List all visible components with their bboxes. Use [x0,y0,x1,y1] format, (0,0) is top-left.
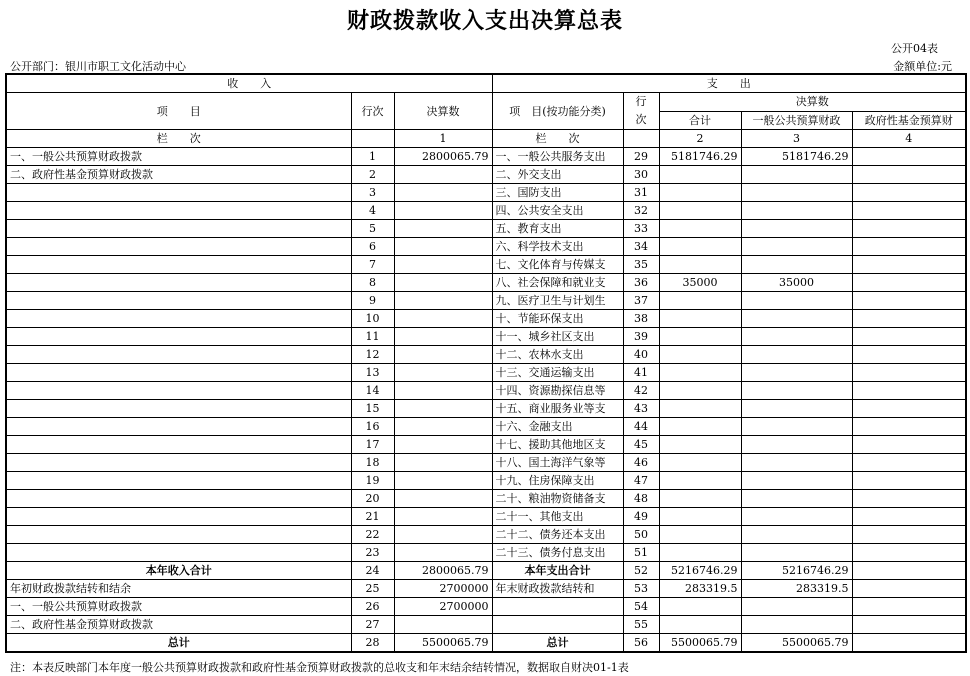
expense-item [492,598,623,616]
income-amount [394,184,492,202]
expense-fund [852,220,966,238]
expense-line-no: 33 [623,220,659,238]
income-line-no: 26 [351,598,394,616]
income-item: 一、一般公共预算财政拨款 [6,598,351,616]
expense-fund [852,166,966,184]
expense-general [741,508,852,526]
expense-item: 二十一、其他支出 [492,508,623,526]
income-line-no: 6 [351,238,394,256]
expense-item: 十九、住房保障支出 [492,472,623,490]
expense-line-no: 46 [623,454,659,472]
expense-item: 十八、国土海洋气象等 [492,454,623,472]
expense-fund [852,202,966,220]
table-row [6,364,966,382]
amount-header: 决算数 [394,93,492,130]
table-row [6,472,966,490]
table-row [6,346,966,364]
table-row [6,238,966,256]
expense-fund [852,526,966,544]
income-item [6,526,351,544]
expense-general [741,418,852,436]
table-row [6,292,966,310]
general-header: 一般公共预算财政 [741,111,852,130]
table-row [6,544,966,562]
expense-general [741,364,852,382]
income-item [6,328,351,346]
col-label-2: 栏 次 [492,130,623,148]
expense-general: 283319.5 [741,580,852,598]
expense-item: 五、教育支出 [492,220,623,238]
income-line-no: 3 [351,184,394,202]
income-item [6,544,351,562]
income-amount [394,256,492,274]
page-title: 财政拨款收入支出决算总表 [346,8,623,34]
expense-total: 35000 [659,274,741,292]
form-number: 公开04表 [891,42,938,55]
expense-general [741,454,852,472]
table-row [6,616,966,634]
income-amount [394,202,492,220]
table-row [6,526,966,544]
income-item [6,202,351,220]
income-line-no: 19 [351,472,394,490]
income-amount [394,346,492,364]
expense-total: 5500065.79 [659,634,741,653]
expense-general: 35000 [741,274,852,292]
amount-group-header: 决算数 [659,93,966,112]
budget-table [5,73,967,653]
expense-fund [852,184,966,202]
income-amount [394,382,492,400]
expense-fund [852,346,966,364]
expense-general [741,598,852,616]
income-item [6,220,351,238]
table-row [6,328,966,346]
income-amount [394,220,492,238]
expense-item: 九、医疗卫生与计划生 [492,292,623,310]
table-row [6,436,966,454]
expense-total [659,472,741,490]
expense-total [659,166,741,184]
income-item: 二、政府性基金预算财政拨款 [6,166,351,184]
line-no-header: 行次 [351,93,394,130]
expense-line-no: 35 [623,256,659,274]
income-amount [394,526,492,544]
expense-line-no: 45 [623,436,659,454]
expense-fund [852,400,966,418]
expense-fund [852,508,966,526]
expense-item: 十一、城乡社区支出 [492,328,623,346]
expense-fund [852,328,966,346]
expense-general [741,184,852,202]
table-row [6,202,966,220]
col-label: 栏 次 [6,130,351,148]
expense-general [741,166,852,184]
expense-item: 年末财政拨款结转和 [492,580,623,598]
expense-general [741,400,852,418]
income-line-no: 9 [351,292,394,310]
expense-fund [852,544,966,562]
expense-general [741,202,852,220]
col-3: 3 [741,130,852,148]
expense-item: 八、社会保障和就业支 [492,274,623,292]
expense-item: 六、科学技术支出 [492,238,623,256]
expense-general: 5181746.29 [741,148,852,166]
expense-fund [852,310,966,328]
expense-item: 二十二、债务还本支出 [492,526,623,544]
expense-fund [852,364,966,382]
expense-general [741,256,852,274]
expense-line-no: 55 [623,616,659,634]
income-amount: 2700000 [394,598,492,616]
income-header: 收 入 [6,74,492,93]
expense-total [659,400,741,418]
income-line-no: 5 [351,220,394,238]
col-4: 4 [852,130,966,148]
expense-line-no: 40 [623,346,659,364]
expense-fund [852,634,966,653]
expense-general [741,310,852,328]
expense-fund [852,616,966,634]
income-line-no: 27 [351,616,394,634]
expense-total [659,544,741,562]
income-item [6,184,351,202]
expense-item: 总计 [492,634,623,653]
expense-item: 二十三、债务付息支出 [492,544,623,562]
expense-line-no: 43 [623,400,659,418]
table-row [6,508,966,526]
expense-total [659,256,741,274]
expense-line-no: 36 [623,274,659,292]
expense-line-no: 47 [623,472,659,490]
income-item [6,238,351,256]
income-line-no: 12 [351,346,394,364]
income-line-no: 4 [351,202,394,220]
expense-line-no: 37 [623,292,659,310]
expense-fund [852,256,966,274]
col-label-blank-2 [623,130,659,148]
table-row [6,166,966,184]
income-line-no: 16 [351,418,394,436]
table-row [6,454,966,472]
expense-total: 5216746.29 [659,562,741,580]
expense-fund [852,148,966,166]
income-line-no: 2 [351,166,394,184]
amount-unit: 金额单位:元 [893,60,952,73]
expense-total [659,490,741,508]
expense-item: 七、文化体育与传媒支 [492,256,623,274]
income-line-no: 20 [351,490,394,508]
fund-header: 政府性基金预算财 [852,111,966,130]
expense-total [659,346,741,364]
income-item [6,436,351,454]
income-amount [394,238,492,256]
income-item [6,256,351,274]
expense-total [659,202,741,220]
expense-line-no: 38 [623,310,659,328]
expense-total: 5181746.29 [659,148,741,166]
income-line-no: 8 [351,274,394,292]
expense-general [741,616,852,634]
income-amount [394,436,492,454]
income-amount [394,328,492,346]
income-line-no: 21 [351,508,394,526]
expense-fund [852,274,966,292]
income-line-no: 18 [351,454,394,472]
income-line-no: 11 [351,328,394,346]
expense-line-no: 44 [623,418,659,436]
income-item [6,364,351,382]
income-amount [394,274,492,292]
expense-line-no: 52 [623,562,659,580]
income-amount [394,544,492,562]
income-item [6,292,351,310]
expense-line-no: 31 [623,184,659,202]
expense-general [741,346,852,364]
income-amount [394,400,492,418]
expense-total [659,220,741,238]
expense-item: 一、一般公共服务支出 [492,148,623,166]
income-amount: 2800065.79 [394,148,492,166]
expense-line-no: 34 [623,238,659,256]
expense-general [741,238,852,256]
income-amount [394,454,492,472]
expense-line-no: 30 [623,166,659,184]
income-line-no: 23 [351,544,394,562]
income-amount [394,490,492,508]
expense-fund [852,472,966,490]
expense-total [659,292,741,310]
table-row [6,310,966,328]
expense-total [659,598,741,616]
expense-line-no: 41 [623,364,659,382]
table-row [6,490,966,508]
income-line-no: 10 [351,310,394,328]
expense-total: 283319.5 [659,580,741,598]
income-item [6,454,351,472]
income-line-no: 28 [351,634,394,653]
expense-total [659,238,741,256]
income-amount [394,364,492,382]
expense-item: 十、节能环保支出 [492,310,623,328]
income-item: 二、政府性基金预算财政拨款 [6,616,351,634]
expense-item: 十三、交通运输支出 [492,364,623,382]
expense-general [741,382,852,400]
income-amount [394,310,492,328]
income-item [6,418,351,436]
table-row [6,184,966,202]
expense-line-no: 29 [623,148,659,166]
income-item: 年初财政拨款结转和结余 [6,580,351,598]
expense-item: 二十、粮油物资储备支 [492,490,623,508]
expense-fund [852,436,966,454]
income-amount: 5500065.79 [394,634,492,653]
income-item: 本年收入合计 [6,562,351,580]
expense-header: 支 出 [492,74,966,93]
expense-general [741,328,852,346]
expense-fund [852,454,966,472]
expense-total [659,418,741,436]
income-amount [394,508,492,526]
expense-fund [852,292,966,310]
income-amount [394,616,492,634]
expense-total [659,184,741,202]
expense-line-no: 51 [623,544,659,562]
table-row [6,220,966,238]
expense-total [659,454,741,472]
expense-item [492,616,623,634]
expense-item: 三、国防支出 [492,184,623,202]
expense-general [741,292,852,310]
expense-fund [852,418,966,436]
income-item: 总计 [6,634,351,653]
expense-item: 十五、商业服务业等支 [492,400,623,418]
expense-line-no: 54 [623,598,659,616]
income-line-no: 24 [351,562,394,580]
expense-total [659,526,741,544]
expense-line-no: 48 [623,490,659,508]
expense-line-no: 50 [623,526,659,544]
income-item [6,508,351,526]
expense-total [659,382,741,400]
line-no-header-2: 行次 [623,93,659,130]
expense-total [659,310,741,328]
income-item [6,400,351,418]
income-item: 一、一般公共预算财政拨款 [6,148,351,166]
table-row [6,562,966,580]
item-func-header: 项 目(按功能分类) [492,93,623,130]
expense-general [741,490,852,508]
income-amount: 2700000 [394,580,492,598]
table-row [6,382,966,400]
department: 公开部门：银川市职工文化活动中心 [10,60,186,73]
expense-general [741,220,852,238]
income-item [6,472,351,490]
expense-item: 十四、资源勘探信息等 [492,382,623,400]
expense-fund [852,562,966,580]
expense-line-no: 32 [623,202,659,220]
income-line-no: 22 [351,526,394,544]
table-row [6,580,966,598]
expense-item: 十七、援助其他地区支 [492,436,623,454]
income-amount [394,418,492,436]
col-2: 2 [659,130,741,148]
income-line-no: 15 [351,400,394,418]
expense-general [741,526,852,544]
expense-total [659,508,741,526]
expense-total [659,364,741,382]
expense-general [741,544,852,562]
expense-fund [852,382,966,400]
income-amount [394,166,492,184]
expense-line-no: 42 [623,382,659,400]
income-item [6,346,351,364]
expense-item: 十六、金融支出 [492,418,623,436]
col-label-blank [351,130,394,148]
expense-fund [852,490,966,508]
income-item [6,274,351,292]
expense-line-no: 56 [623,634,659,653]
expense-line-no: 49 [623,508,659,526]
income-line-no: 1 [351,148,394,166]
expense-total [659,616,741,634]
expense-item: 十二、农林水支出 [492,346,623,364]
income-item [6,310,351,328]
footnote: 注：本表反映部门本年度一般公共预算财政拨款和政府性基金预算财政拨款的总收支和年末结余结转情况，数据取自财决01-1表 [10,661,629,674]
col-1: 1 [394,130,492,148]
table-row [6,400,966,418]
expense-line-no: 39 [623,328,659,346]
expense-line-no: 53 [623,580,659,598]
table-row [6,598,966,616]
expense-general: 5216746.29 [741,562,852,580]
expense-total [659,328,741,346]
item-header: 项 目 [6,93,351,130]
income-line-no: 17 [351,436,394,454]
table-row [6,148,966,166]
table-row [6,634,966,653]
expense-fund [852,238,966,256]
income-amount: 2800065.79 [394,562,492,580]
income-line-no: 14 [351,382,394,400]
income-line-no: 13 [351,364,394,382]
table-row [6,418,966,436]
expense-general [741,472,852,490]
income-amount [394,472,492,490]
income-amount [394,292,492,310]
income-item [6,382,351,400]
income-line-no: 25 [351,580,394,598]
income-item [6,490,351,508]
expense-fund [852,598,966,616]
expense-total [659,436,741,454]
table-row [6,256,966,274]
expense-general [741,436,852,454]
expense-item: 四、公共安全支出 [492,202,623,220]
table-row [6,274,966,292]
total-header: 合计 [659,111,741,130]
income-line-no: 7 [351,256,394,274]
expense-item: 本年支出合计 [492,562,623,580]
expense-fund [852,580,966,598]
expense-item: 二、外交支出 [492,166,623,184]
expense-general: 5500065.79 [741,634,852,653]
